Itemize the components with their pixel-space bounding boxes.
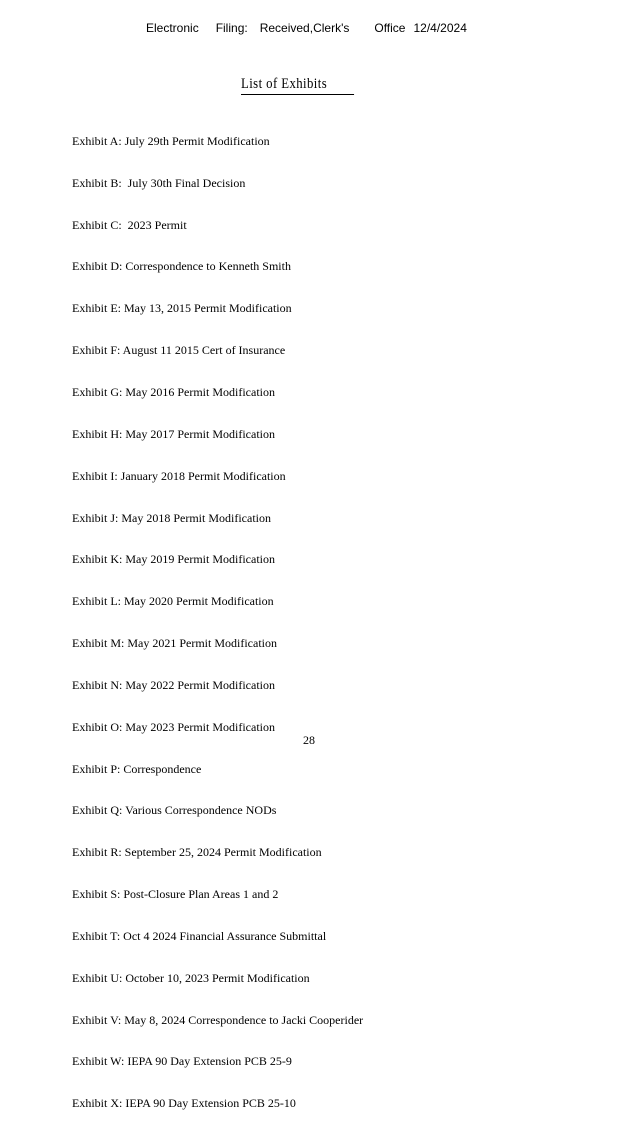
exhibit-item-c: Exhibit C: 2023 Permit [72,217,187,232]
exhibit-item-q: Exhibit Q: Various Correspondence NODs [72,803,277,818]
exhibit-item-k: Exhibit K: May 2019 Permit Modification [72,552,275,567]
exhibit-item-j: Exhibit J: May 2018 Permit Modification [72,510,271,525]
exhibit-item-w: Exhibit W: IEPA 90 Day Extension PCB 25-9 [72,1054,292,1069]
exhibit-item-d: Exhibit D: Correspondence to Kenneth Smith [72,259,291,274]
header-date: 12/4/2024 [413,21,467,35]
exhibit-item-h: Exhibit H: May 2017 Permit Modification [72,426,275,441]
page-number: 28 [303,733,315,747]
filing-stamp-header [146,20,467,36]
exhibit-item-g: Exhibit G: May 2016 Permit Modification [72,384,275,399]
exhibit-item-v: Exhibit V: May 8, 2024 Correspondence to Jacki Cooperider [72,1012,364,1027]
exhibit-item-m: Exhibit M: May 2021 Permit Modification [72,636,277,651]
exhibit-item-e: Exhibit E: May 13, 2015 Permit Modification [72,301,292,316]
header-electronic: Electronic [146,21,199,35]
exhibit-item-l: Exhibit L: May 2020 Permit Modification [72,594,274,609]
exhibit-item-o: Exhibit O: May 2023 Permit Modification [72,719,275,734]
exhibit-item-n: Exhibit N: May 2022 Permit Modification [72,677,275,692]
header-filing: Filing: [215,21,248,35]
exhibit-item-s: Exhibit S: Post-Closure Plan Areas 1 and 2 [72,887,279,902]
exhibit-item-x: Exhibit X: IEPA 90 Day Extension PCB 25-10 [72,1096,296,1111]
page-title: List of Exhibits [241,75,354,95]
exhibit-item-f: Exhibit F: August 11 2015 Cert of Insurance [72,343,286,358]
exhibit-item-t: Exhibit T: Oct 4 2024 Financial Assurance Submittal [72,928,327,943]
exhibit-item-r: Exhibit R: September 25, 2024 Permit Modification [72,845,322,860]
exhibit-item-p: Exhibit P: Correspondence [72,761,202,776]
header-office: Office [374,21,406,35]
exhibit-item-b: Exhibit B: July 30th Final Decision [72,175,246,190]
exhibit-item-i: Exhibit I: January 2018 Permit Modification [72,468,286,483]
exhibit-item-u: Exhibit U: October 10, 2023 Permit Modification [72,970,310,985]
exhibit-list [72,107,363,1125]
exhibit-item-a: Exhibit A: July 29th Permit Modification [72,133,270,148]
header-received-clerks: Received,Clerk's [259,21,350,35]
